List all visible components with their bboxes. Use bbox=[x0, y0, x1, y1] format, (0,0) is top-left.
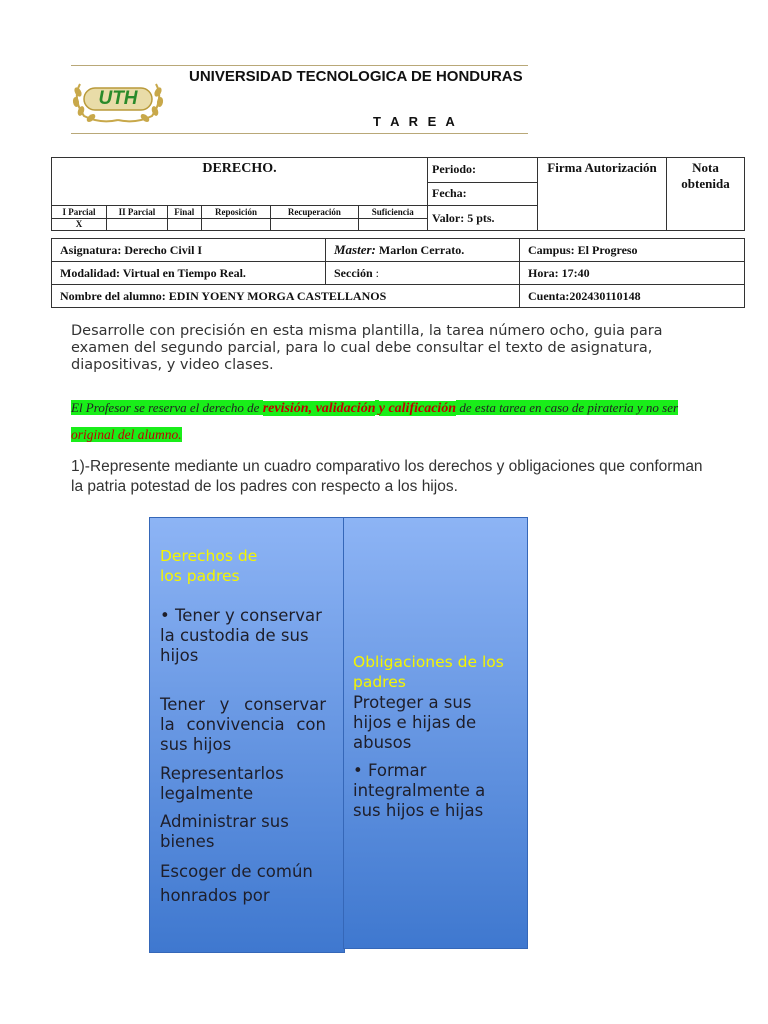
obligaciones-title: Obligaciones de los padres bbox=[353, 653, 504, 691]
derechos-box bbox=[149, 517, 345, 953]
header-top-rule bbox=[71, 65, 528, 66]
exam-mark-recuperacion bbox=[271, 218, 358, 230]
exam-col-reposicion: Reposición bbox=[201, 206, 271, 218]
info-table bbox=[51, 238, 745, 308]
obligaciones-box bbox=[343, 517, 528, 949]
campus-field: Campus: El Progreso bbox=[520, 239, 745, 262]
modalidad-field: Modalidad: Virtual en Tiempo Real. bbox=[52, 262, 326, 285]
exam-col-ii-parcial: II Parcial bbox=[107, 206, 168, 218]
master-value: Marlon Cerrato. bbox=[375, 243, 465, 257]
warning-part-1: El Profesor se reserva el derecho de bbox=[71, 400, 263, 415]
question-1: 1)-Represente mediante un cuadro comparativo los derechos y obligaciones que conforman la patria potestad de los padres con respecto a los hijos. bbox=[71, 458, 703, 495]
valor-field: Valor: 5 pts. bbox=[428, 206, 538, 231]
subject-title: DERECHO. bbox=[52, 158, 428, 206]
seccion-value: : bbox=[372, 265, 380, 280]
logo-text: UTH bbox=[98, 88, 138, 109]
master-label: Master: bbox=[334, 242, 376, 257]
document-type: T A R E A bbox=[373, 114, 458, 129]
derechos-item-5: Escoger de común honrados por bbox=[160, 862, 313, 905]
exam-col-i-parcial: I Parcial bbox=[52, 206, 107, 218]
seccion-field bbox=[326, 262, 520, 285]
exam-mark-final bbox=[167, 218, 201, 230]
exam-mark-reposicion bbox=[201, 218, 271, 230]
alumno-field: Nombre del alumno: EDIN YOENY MORGA CASTELLANOS bbox=[52, 285, 520, 308]
nota-field: Nota obtenida bbox=[667, 158, 745, 231]
firma-field: Firma Autorización bbox=[538, 158, 667, 231]
warning-paragraph bbox=[71, 395, 711, 448]
cuenta-field: Cuenta:202430110148 bbox=[520, 285, 745, 308]
master-field bbox=[326, 239, 520, 262]
header-bottom-rule bbox=[71, 133, 528, 134]
warning-part-6: original del alumno. bbox=[71, 427, 182, 442]
warning-highlight-revision: revisión, validación bbox=[262, 401, 376, 416]
exam-mark-suficiencia bbox=[358, 218, 428, 230]
exam-mark-i-parcial: X bbox=[52, 218, 107, 230]
instructions-paragraph: Desarrolle con precisión en esta misma plantilla, la tarea número ocho, guia para examen del segundo parcial, para lo cual debe consultar el texto de asignatura, diapositivas, y video clases. bbox=[71, 323, 663, 373]
uth-logo bbox=[70, 74, 166, 124]
university-name: UNIVERSIDAD TECNOLOGICA DE HONDURAS bbox=[189, 68, 523, 85]
derechos-item-2: Tener y conservar la convivencia con sus hijos bbox=[160, 695, 326, 754]
hora-field: Hora: 17:40 bbox=[520, 262, 745, 285]
derechos-item-1: • Tener y conservar la custodia de sus hijos bbox=[160, 606, 322, 665]
grade-table bbox=[51, 157, 745, 231]
seccion-label: Sección bbox=[334, 265, 373, 280]
warning-part-5: de esta tarea en caso de pirateria y no ser bbox=[456, 400, 679, 415]
fecha-field: Fecha: bbox=[428, 182, 538, 206]
exam-col-final: Final bbox=[167, 206, 201, 218]
exam-col-suficiencia: Suficiencia bbox=[358, 206, 428, 218]
derechos-item-4: Administrar sus bienes bbox=[160, 812, 289, 851]
asignatura-field: Asignatura: Derecho Civil I bbox=[52, 239, 326, 262]
derechos-title: Derechos de los padres bbox=[160, 547, 258, 585]
derechos-item-3: Representarlos legalmente bbox=[160, 764, 284, 803]
periodo-field: Periodo: bbox=[428, 158, 538, 183]
exam-col-recuperacion: Recuperación bbox=[271, 206, 358, 218]
obligaciones-item-2: • Formar integralmente a sus hijos e hijas bbox=[353, 761, 486, 820]
obligaciones-item-1: Proteger a sus hijos e hijas de abusos bbox=[353, 693, 477, 752]
warning-highlight-calificacion: y calificación bbox=[378, 401, 457, 416]
exam-mark-ii-parcial bbox=[107, 218, 168, 230]
